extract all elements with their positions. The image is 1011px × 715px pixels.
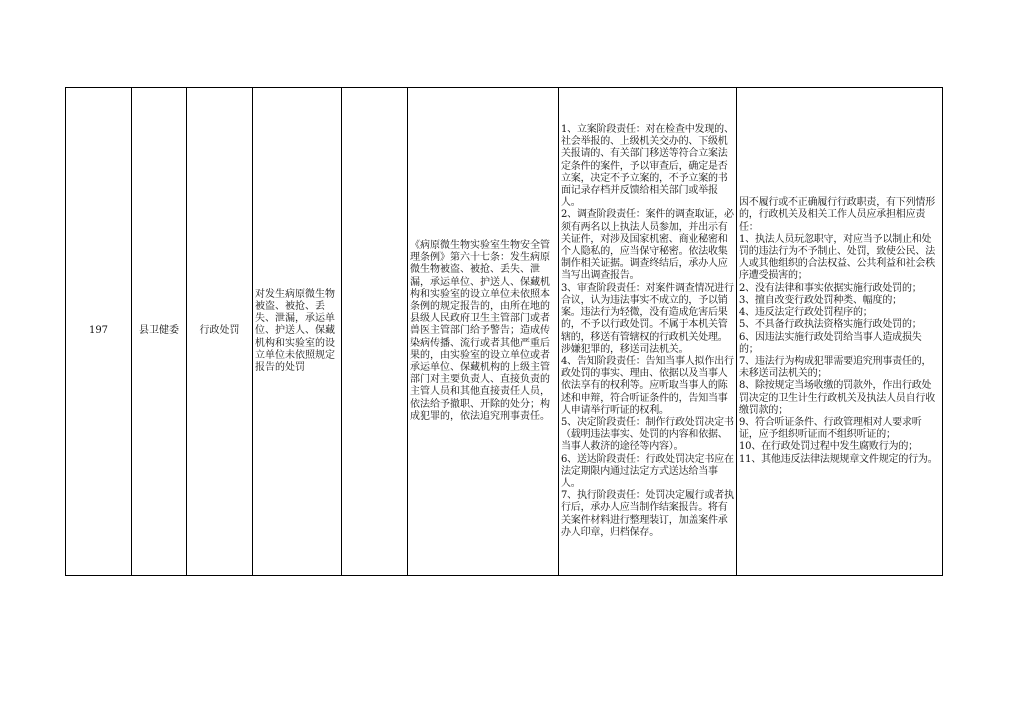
accountability-item: 5、不具备行政执法资格实施行政处罚的；: [739, 319, 922, 331]
accountability-item: 6、因违法实施行政处罚给当事人造成损失的；: [739, 331, 922, 355]
accountability-item: 7、违法行为构成犯罪需要追究刑事责任的，未移送司法机关的；: [739, 355, 932, 380]
power-type-cell: 行政处罚: [187, 88, 253, 576]
item-name-cell: 对发生病原微生物被盗、被抢、丢失、泄漏，承运单位、护送人、保藏机构和实验室的设立单位未依照规定报告的处罚: [253, 88, 342, 576]
subitem-cell: [342, 88, 408, 576]
responsibility-item: 7、执行阶段责任：处罚决定履行或者执行后，承办人应当制作结案报告。将有关案件材料进行整理装订，加盖案件承办人印章，归档保存。: [561, 490, 734, 538]
accountability-item: 3、擅自改变行政处罚种类、幅度的；: [739, 294, 902, 306]
responsibility-item: 1、立案阶段责任：对在检查中发现的、社会举报的、上级机关交办的、下级机关报请的、有关部门移送等符合立案法定条件的案件，予以审查后，确定是否立案，决定不予立案的，不予立案的书面记录存档并反馈给相关部门或举报人。: [561, 124, 734, 209]
responsibility-cell: [559, 88, 737, 576]
responsibility-item: 5、决定阶段责任：制作行政处罚决定书（载明违法事实、处罚的内容和依据、当事人救济的途径等内容）。: [561, 416, 734, 453]
accountability-item: 1、执法人员玩忽职守，对应当予以制止和处罚的违法行为不予制止、处罚，致使公民、法人或其他组织的合法权益、公共利益和社会秩序遭受损害的；: [739, 233, 935, 282]
accountability-item: 8、除按规定当场收缴的罚款外，作出行政处罚决定的卫生计生行政机关及执法人员自行收缴罚款的；: [739, 380, 935, 416]
accountability-item: 11、其他违反法律法规规章文件规定的行为。: [739, 453, 938, 465]
item-number-cell: 197: [66, 88, 132, 576]
accountability-cell: [737, 88, 943, 576]
accountability-item: 9、符合听证条件、行政管理相对人要求听证，应予组织听证而不组织听证的；: [739, 416, 922, 441]
legal-basis-cell: 《病原微生物实验室生物安全管理条例》第六十七条：发生病原微生物被盗、被抢、丢失、泄漏，承运单位、护送人、保藏机构和实验室的设立单位未依照本条例的规定报告的，由所在地的县级人民政府卫生主管部门或者兽医主管部门给予警告；造成传染病传播、流行或者其他严重后果的，由实验室的设立单位或者承运单位、保藏机构的上级主管部门对主要负责人、直接负责的主管人员和其他直接责任人员，依法给予撤职、开除的处分；构成犯罪的，依法追究刑事责任。: [408, 88, 559, 576]
responsibility-item: 3、审查阶段责任：对案件调查情况进行合议，认为违法事实不成立的，予以销案。违法行为轻微，没有造成危害后果的，不予以行政处罚。不属于本机关管辖的，移送有管辖权的行政机关处理。涉嫌犯罪的，移送司法机关。: [561, 282, 734, 355]
responsibility-item: 4、告知阶段责任：告知当事人拟作出行政处罚的事实、理由、依据以及当事人依法享有的权利等。应听取当事人的陈述和申辩，符合听证条件的，告知当事人申请举行听证的权利。: [561, 355, 734, 416]
accountability-intro: 因不履行或不正确履行行政职责，有下列情形的，行政机关及相关工作人员应承担相应责任：: [739, 197, 935, 233]
table-row: [66, 88, 943, 576]
responsibility-item: 2、调查阶段责任：案件的调查取证，必须有两名以上执法人员参加，并出示有关证件，对涉及国家机密、商业秘密和个人隐私的，应当保守秘密。依法收集制作相关证据。调查终结后，承办人应当写出调查报告。: [561, 209, 734, 282]
power-list-table: [65, 87, 943, 576]
accountability-item: 2、没有法律和事实依据实施行政处罚的；: [739, 282, 922, 294]
accountability-item: 10、在行政处罚过程中发生腐败行为的；: [739, 441, 918, 453]
accountability-item: 4、违反法定行政处罚程序的；: [739, 307, 873, 319]
department-cell: 县卫健委: [132, 88, 187, 576]
responsibility-item: 6、送达阶段责任：行政处罚决定书应在法定期限内通过法定方式送达给当事人。: [561, 453, 734, 489]
